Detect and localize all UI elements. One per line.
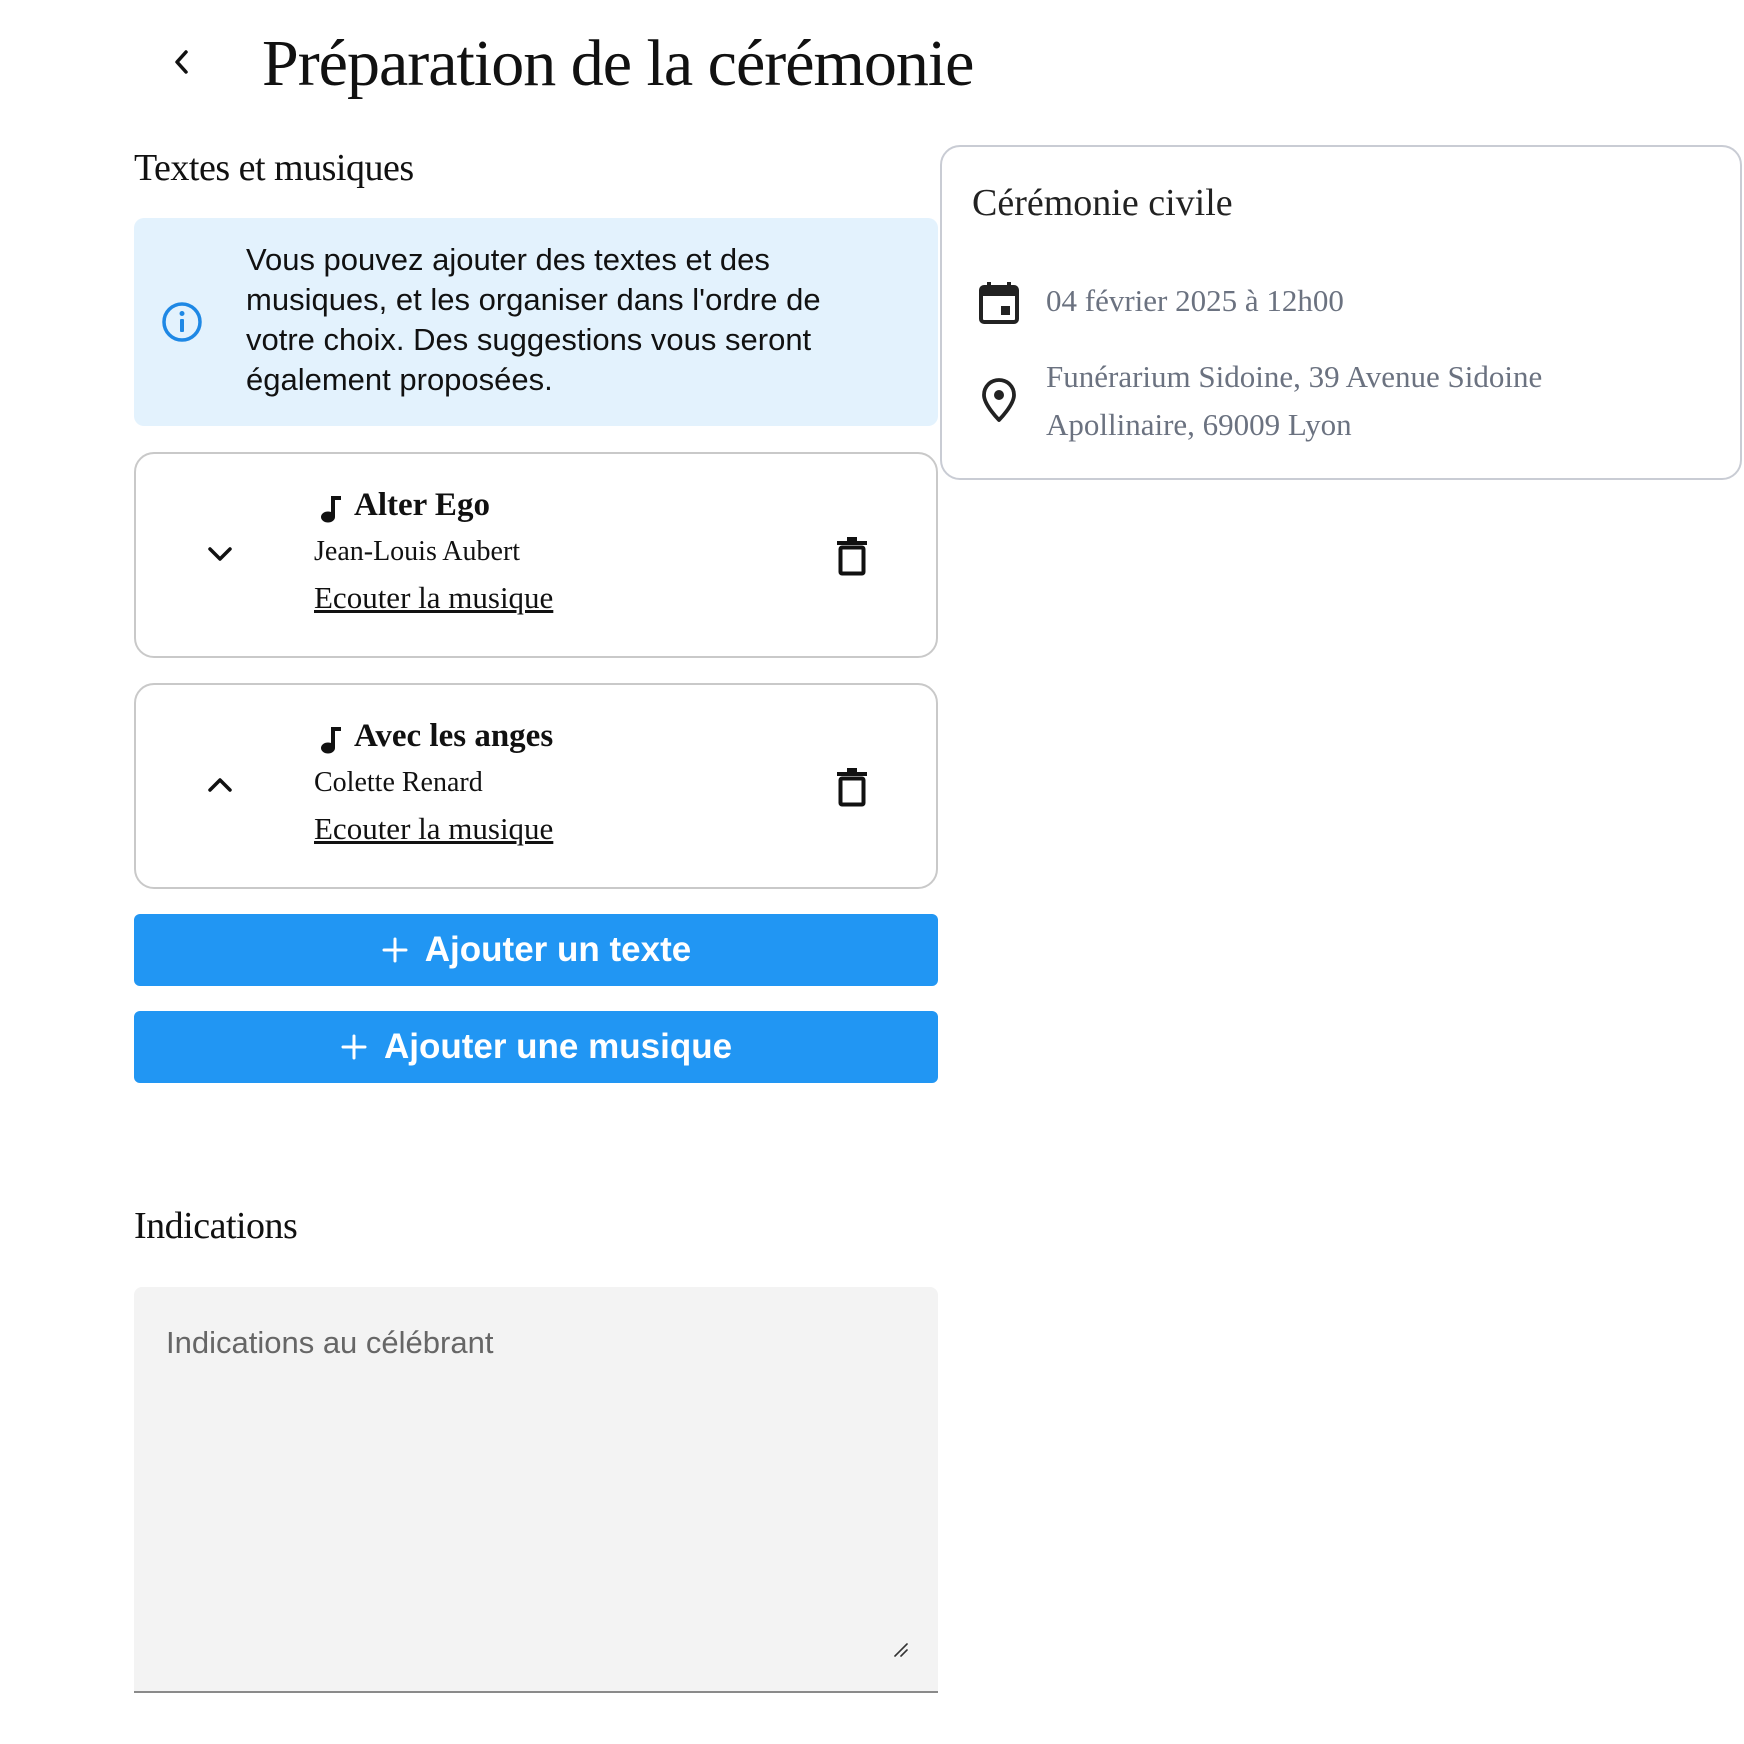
resize-handle-icon[interactable] — [892, 1641, 908, 1657]
add-music-label: Ajouter une musique — [383, 1027, 733, 1066]
plus-icon — [340, 1033, 368, 1061]
listen-music-link[interactable]: Ecouter la musique — [314, 811, 554, 846]
chevron-up-icon — [206, 775, 234, 795]
music-title: Avec les anges — [354, 718, 554, 754]
ceremony-date: 04 février 2025 à 12h00 — [1046, 283, 1344, 318]
music-note-icon — [318, 725, 344, 755]
delete-button[interactable] — [830, 532, 874, 580]
music-card — [134, 452, 938, 658]
music-artist: Colette Renard — [314, 767, 483, 798]
trash-icon — [836, 536, 868, 576]
add-text-label: Ajouter un texte — [424, 930, 692, 969]
ceremony-title: Cérémonie civile — [972, 182, 1233, 224]
page-title: Préparation de la cérémonie — [262, 27, 974, 100]
ceremony-address: Funérarium Sidoine, 39 Avenue Sidoine Apollinaire, 69009 Lyon — [1046, 359, 1543, 442]
music-artist: Jean-Louis Aubert — [314, 536, 521, 567]
music-note-icon — [318, 494, 344, 524]
location-pin-icon — [980, 377, 1018, 423]
back-button[interactable] — [160, 40, 204, 84]
add-text-button[interactable] — [134, 914, 938, 986]
info-alert — [134, 218, 938, 426]
indications-field — [134, 1287, 938, 1693]
expand-toggle-button[interactable] — [198, 763, 242, 807]
indications-textarea[interactable] — [134, 1287, 938, 1691]
plus-icon — [381, 936, 409, 964]
ceremony-info-card — [940, 145, 1742, 480]
calendar-icon — [978, 281, 1020, 325]
section-heading-indications: Indications — [134, 1205, 298, 1247]
chevron-down-icon — [206, 544, 234, 564]
info-text: Vous pouvez ajouter des textes et des musiques, et les organiser dans l'ordre de votre choix. Des suggestions vous seront également proposées. — [246, 242, 821, 397]
music-card — [134, 683, 938, 889]
trash-icon — [836, 767, 868, 807]
add-music-button[interactable] — [134, 1011, 938, 1083]
expand-toggle-button[interactable] — [198, 532, 242, 576]
music-title: Alter Ego — [354, 487, 490, 523]
chevron-left-icon — [171, 47, 193, 77]
listen-music-link[interactable]: Ecouter la musique — [314, 580, 554, 615]
info-icon — [160, 300, 204, 344]
delete-button[interactable] — [830, 763, 874, 811]
section-heading-textes: Textes et musiques — [134, 147, 414, 189]
